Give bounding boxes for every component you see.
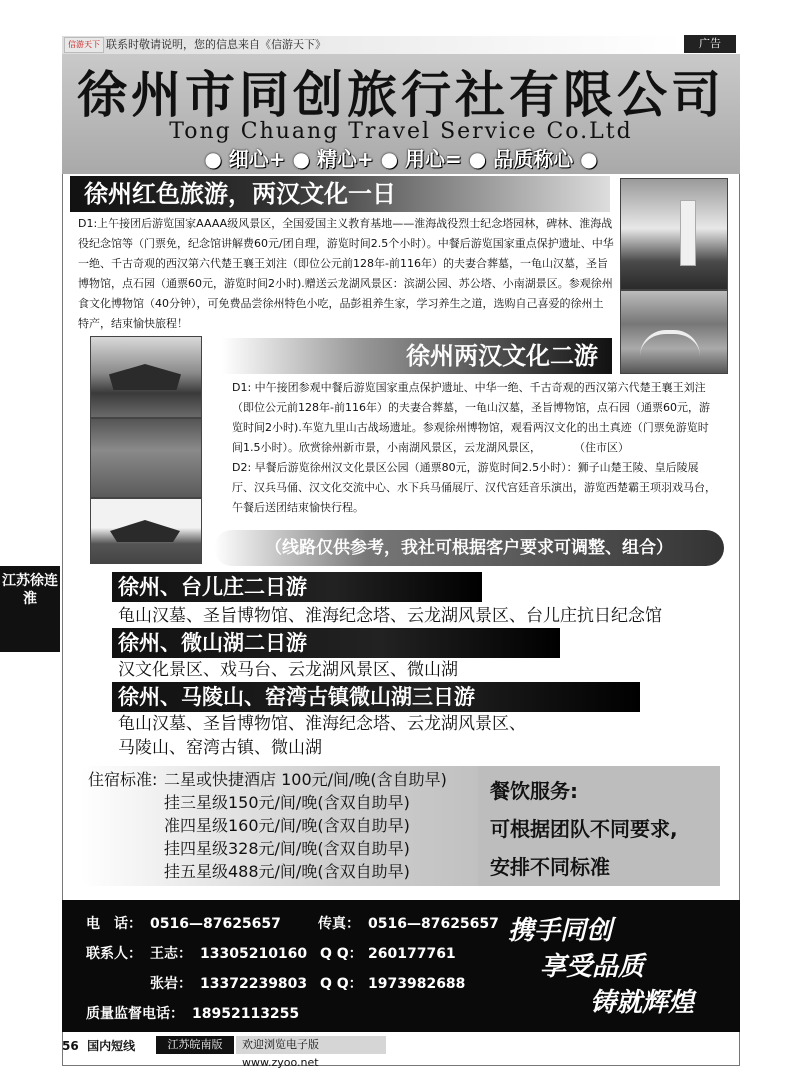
contact-person-phone: 13305210160: [200, 946, 308, 962]
route-title: 徐州、微山湖二日游: [112, 628, 560, 658]
company-slogan: ● 细心+ ● 精心+ ● 用心= ● 品质称心 ●: [204, 147, 598, 171]
fax-label: 传真：: [318, 916, 360, 932]
motto-line: 携手同创: [508, 916, 613, 946]
lodging-option: 挂三星级150元/间/晚(含双自助早): [164, 793, 410, 812]
route-spots: 龟山汉墓、圣旨博物馆、淮海纪念塔、云龙湖风景区、: [118, 714, 526, 734]
route-title: 徐州、马陵山、窑湾古镇微山湖三日游: [112, 682, 640, 712]
route-title: 徐州、台儿庄二日游: [112, 572, 482, 602]
region-side-tab: 江苏徐连淮: [0, 566, 60, 652]
qq-label: Q Q：: [320, 946, 363, 962]
terracotta-warriors-photo: [90, 418, 202, 498]
contact-person-qq: 260177761: [368, 946, 456, 962]
lodging-label: 住宿标准:: [88, 770, 158, 789]
fax-number: 0516—87625657: [368, 916, 499, 932]
quality-label: 质量监督电话：: [86, 1006, 184, 1022]
contact-person-name: 张岩：: [150, 976, 192, 992]
tour2-day1: D1: 中午接团参观中餐后游览国家重点保护遗址、中华一绝、千古奇观的西汉第六代楚王襄王刘注（即位公元前128年-前116年）的夫妻合葬墓，一龟山汉墓，圣旨博物馆，点石园（通票60元，游览时间2小时).车览九里山古战场遗址。参观徐州博物馆，观看两汉文化的出土真迹（门票免游览时间1.5小时）。欣赏徐州新市景，小南湖风景区，云龙湖风景区， （住市区）: [232, 381, 710, 454]
route-note: （线路仅供参考，我社可根据客户要求可调整、组合）: [214, 530, 724, 566]
contact-person-name: 王志：: [150, 946, 192, 962]
contact-person-qq: 1973982688: [368, 976, 466, 992]
company-name: 徐州市同创旅行社有限公司: [77, 65, 725, 124]
dining-line: 安排不同标准: [490, 855, 610, 879]
page-number: [62, 1038, 135, 1054]
company-english-name: Tong Chuang Travel Service Co.Ltd: [169, 119, 633, 144]
contact-label: 联系人：: [86, 946, 142, 962]
dining-line: 可根据团队不同要求,: [490, 817, 678, 841]
tour2-title: 徐州两汉文化二游: [222, 338, 612, 374]
motto-line: 铸就辉煌: [590, 988, 695, 1018]
phone-number: 0516—87625657: [150, 916, 281, 932]
tour2-day2: D2: 早餐后游览徐州汉文化景区公园（通票80元，游览时间2.5小时）：狮子山楚王陵、皇后陵展厅、汉兵马俑、汉文化交流中心、水下兵马俑展厅、汉代宫廷音乐演出，游览西楚霸王项羽戏马台，午餐后送团结束愉快行程。: [232, 461, 716, 514]
website-link[interactable]: 欢迎浏览电子版 www.zyoo.net: [236, 1036, 386, 1054]
source-notice: 联系时敬请说明，您的信息来自《信游天下》: [106, 38, 326, 51]
lodging-option: 准四星级160元/间/晚(含双自助早): [164, 816, 410, 835]
route-spots: 汉文化景区、戏马台、云龙湖风景区、微山湖: [118, 660, 458, 680]
ad-tag: 广告: [684, 35, 736, 53]
page-number-value: 56: [62, 1039, 79, 1053]
section-name: 国内短线: [87, 1039, 136, 1053]
lodging-option: 挂五星级488元/间/晚(含双自助早): [164, 862, 410, 881]
tour1-title: 徐州红色旅游，两汉文化一日: [70, 176, 610, 212]
motto-line: 享受品质: [540, 952, 645, 982]
dining-title: 餐饮服务:: [490, 779, 578, 803]
lodging-option: 二星或快捷酒店 100元/间/晚(含自助早): [164, 770, 447, 789]
qq-label: Q Q：: [320, 976, 363, 992]
phone-label: 电 话：: [86, 916, 142, 932]
contact-person-phone: 13372239803: [200, 976, 308, 992]
tour1-description: D1:上午接团后游览国家AAAA级风景区，全国爱国主义教育基地——淮海战役烈士纪念塔园林，碑林、淮海战役纪念馆等（门票免，纪念馆讲解费60元/团自理，游览时间2.5个小时）。中餐后游览国家重点保护遗址、中华一绝、千古奇观的西汉第六代楚王襄王刘注（即位公元前128年-前116年）的夫妻合葬墓，一龟山汉墓，圣旨博物馆，点石园（通票60元，游览时间2小时).赠送云龙湖风景区：滨湖公园、苏公塔、小南湖景区。参观徐州食文化博物馆（40分钟），可免费品尝徐州特色小吃，品彭祖养生家，学习养生之道，选购自己喜爱的徐州土特产，结束愉快旅程！: [78, 217, 614, 330]
memorial-tower-photo: [620, 178, 728, 290]
publication-logo: 信游天下: [64, 37, 104, 53]
tower-shape: [680, 200, 696, 266]
route-spots: 龟山汉墓、圣旨博物馆、淮海纪念塔、云龙湖风景区、台儿庄抗日纪念馆: [118, 606, 662, 626]
quality-phone: 18952113255: [192, 1006, 300, 1022]
edition-tag: 江苏皖南版: [156, 1036, 234, 1054]
route-spots: 马陵山、窑湾古镇、微山湖: [118, 738, 322, 758]
lodging-option: 挂四星级328元/间/晚(含双自助早): [164, 839, 410, 858]
